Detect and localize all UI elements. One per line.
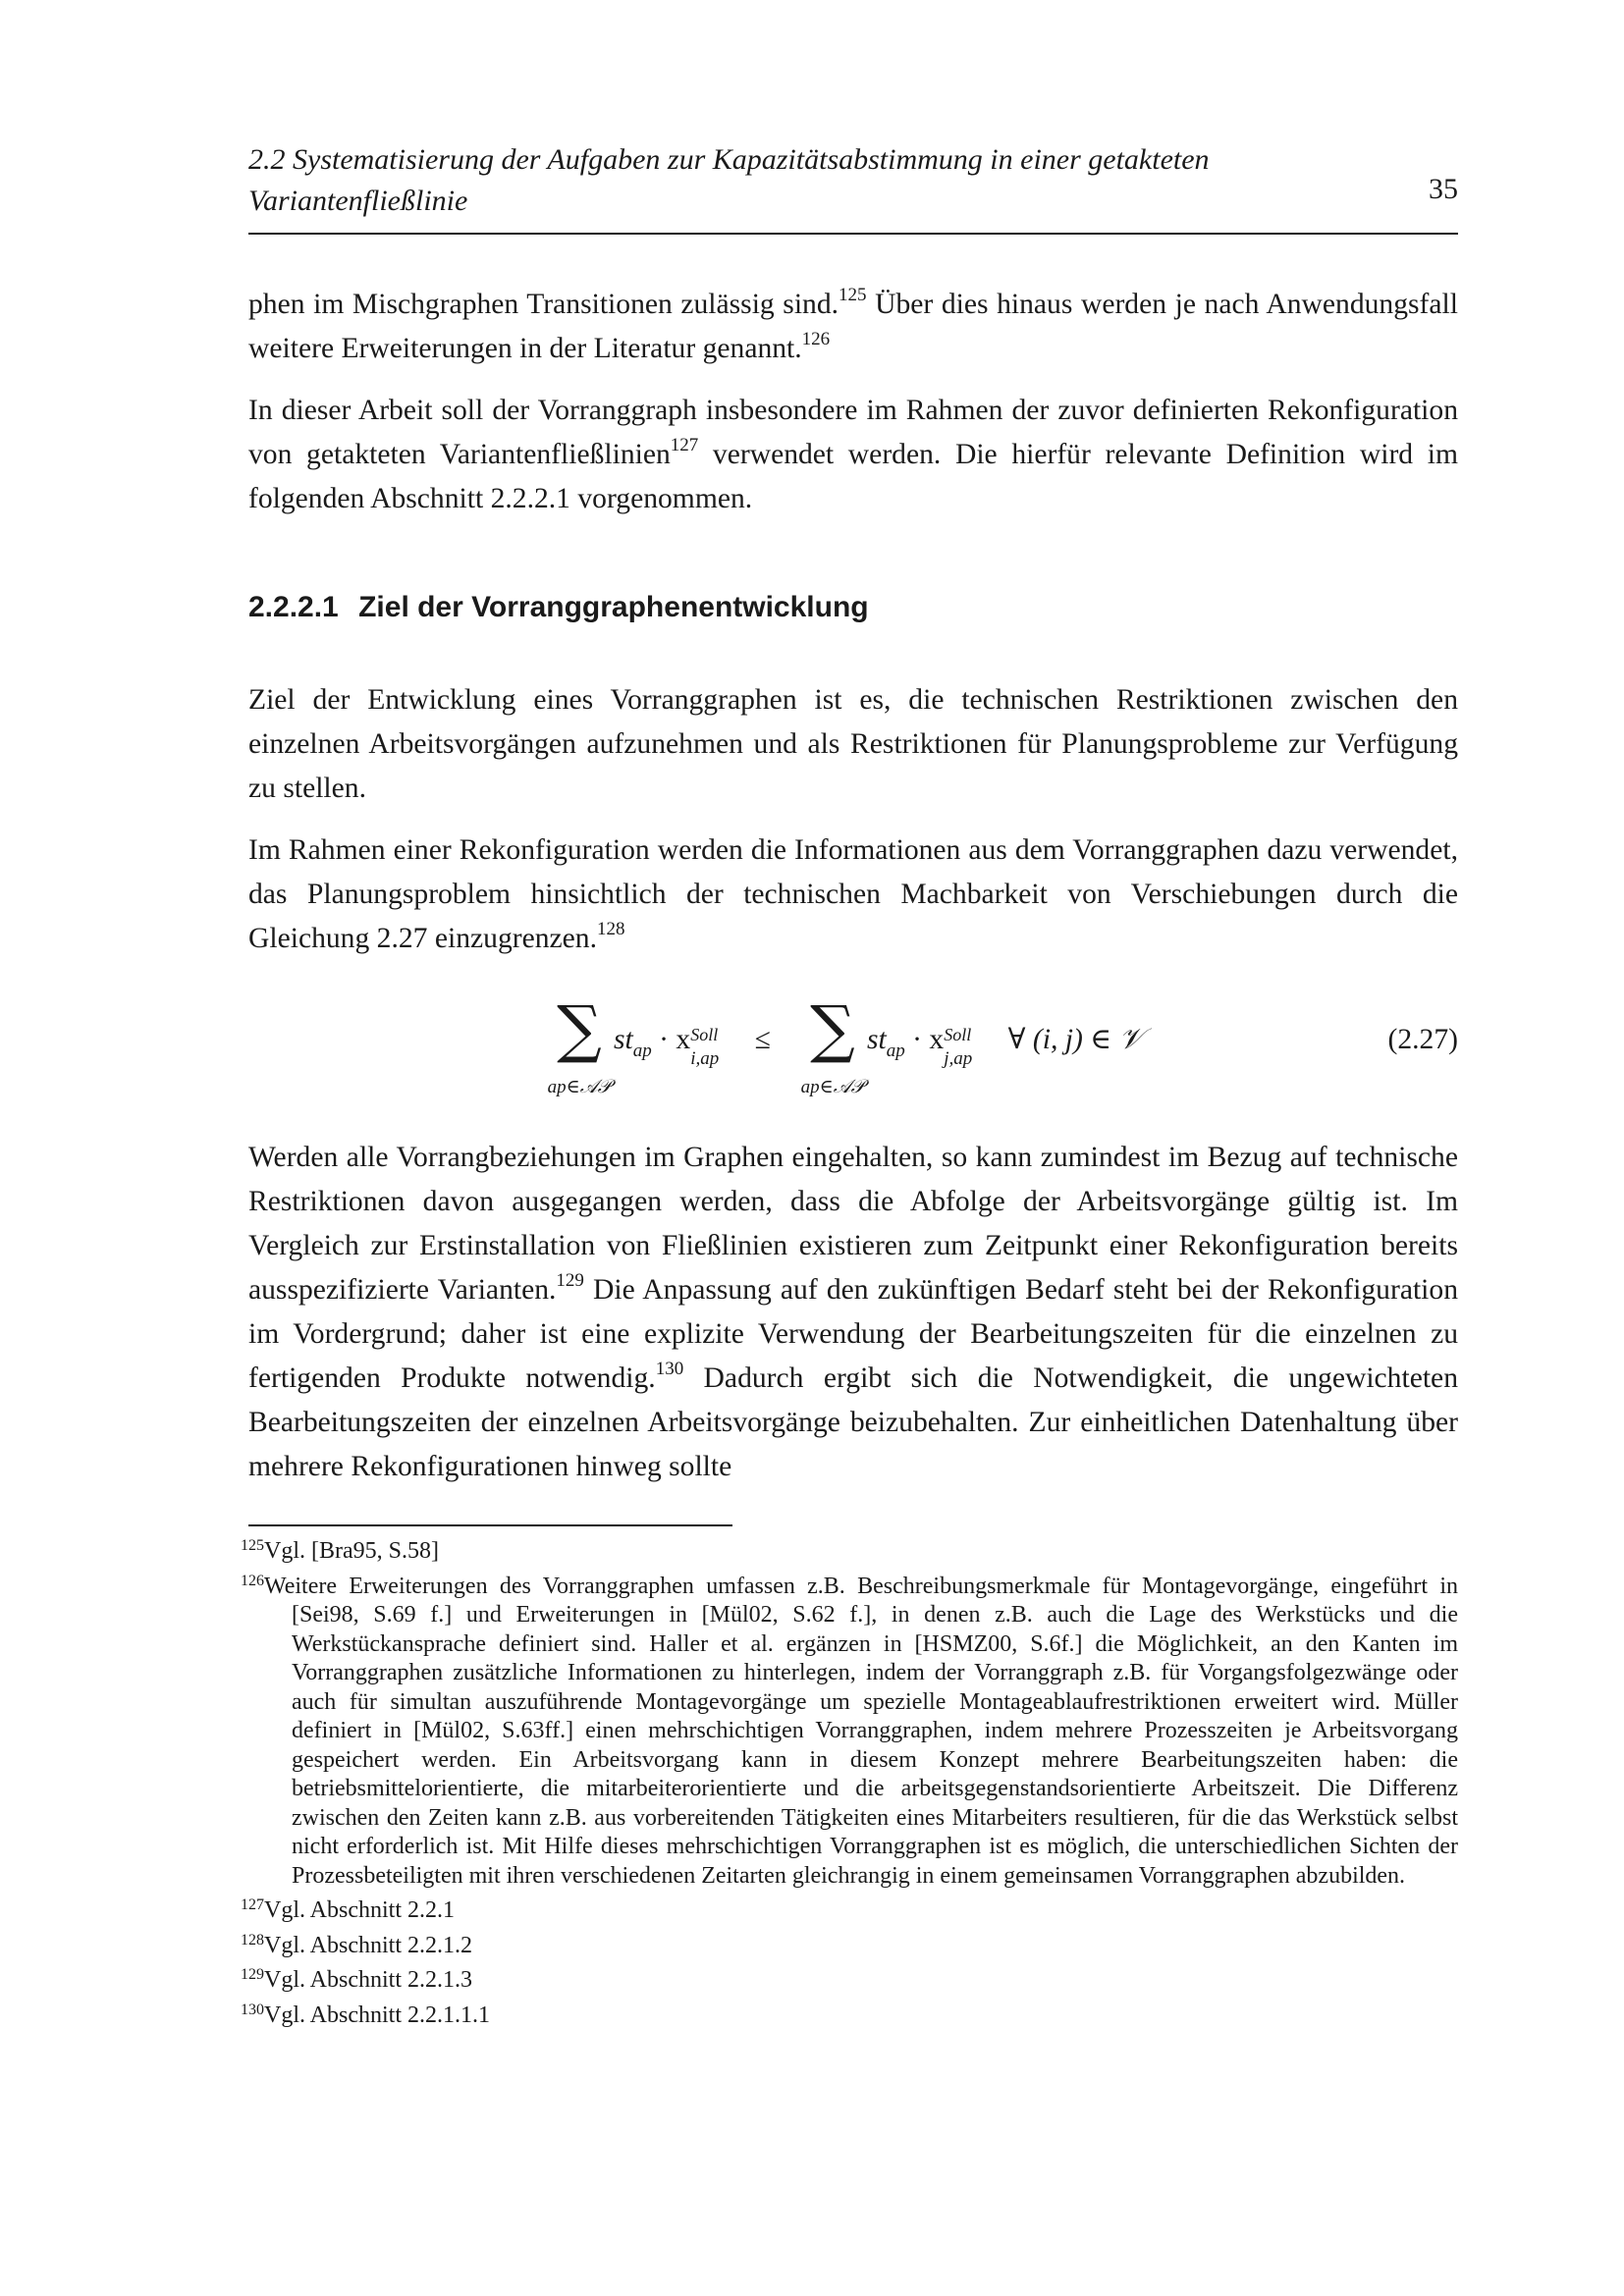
term-indices [944, 1025, 1001, 1070]
footnote-number: 129 [241, 1966, 264, 1983]
sum-subscript: ap∈𝒜𝒫 [800, 1077, 865, 1097]
paragraph-2 [248, 389, 1458, 521]
footnote-text: Vgl. Abschnitt 2.2.1.1.1 [264, 2002, 491, 2028]
footnote-129 [241, 1960, 1458, 1996]
footnote-ref[interactable]: 129 [556, 1270, 584, 1292]
footnote-text: Weitere Erweiterungen des Vorranggraphen umfassen z.B. Beschreibungsmerkmale für Montagevorgänge, eingeführt in [Sei98, S.69 f.] und Erweiterungen in [Mül02, S.62 f.], in denen z.B. auch die Lage des Werkstücks und die Werkstückansprache definiert sind. Haller et al. ergänzen in [HSMZ00, S.6f.] die Möglichkeit, an den Kanten im Vorranggraphen zusätzliche Informationen zu hinterlegen, indem der Vorranggraph z.B. für Vorgangsfolgezwänge oder auch für simultan auszuführende Montagevorgänge um spezielle Montageablaufrestriktionen erweitert wird. Müller definiert in [Mül02, S.63ff.] einen mehrschichtigen Vorranggraphen, indem mehrere Prozesszeiten je Arbeitsvorgang gespeichert werden. Ein Arbeitsvorgang kann in diesem Konzept mehrere Bearbeitungszeiten haben: die betriebsmittelorientierte, die mitarbeiterorientierte und die arbeitsgegenstandsorientierte Arbeitszeit. Die Differenz zwischen den Zeiten kann z.B. aus vorbereitenden Tätigkeiten eines Mitarbeiters resultieren, für die das Werkstück selbst nicht erforderlich ist. Mit Hilfe dieses mehrschichtigen Vorranggraphen ist es möglich, die unterschiedlichen Sichten der Prozessbeteiligten mit ihren verschiedenen Zeitarten gleichrangig in einem gemeinsamen Vorranggraphen abzubilden. [264, 1573, 1458, 1889]
paragraph-text: Im Rahmen einer Rekonfiguration werden die Informationen aus dem Vorranggraphen dazu verwendet, das Planungsproblem hinsichtlich der technischen Machbarkeit von Verschiebungen durch die Gleichung 2.27 einzugrenzen. [248, 834, 1458, 954]
footnote-text: Vgl. [Bra95, S.58] [264, 1538, 439, 1564]
header-rule [248, 233, 1458, 235]
sum-operator-right [788, 993, 877, 1109]
footnote-125 [241, 1531, 1458, 1567]
paragraph-1 [248, 283, 1458, 371]
footnote-text: Vgl. Abschnitt 2.2.1.3 [264, 1967, 473, 1993]
footnote-ref[interactable]: 128 [597, 919, 625, 940]
footnote-rule [248, 1524, 732, 1526]
footnote-128 [241, 1926, 1458, 1961]
rhs-term [867, 1018, 1143, 1073]
sigma-symbol: ∑ [810, 993, 855, 1066]
footnote-number: 130 [241, 2001, 264, 2018]
footnote-ref[interactable]: 130 [655, 1359, 684, 1380]
term-subscript: ap [632, 1041, 652, 1061]
equation-number: (2.27) [1387, 1024, 1458, 1055]
footnote-ref[interactable]: 125 [839, 285, 867, 306]
sum-operator-left [535, 993, 623, 1109]
paragraph-5 [248, 1136, 1458, 1489]
footnote-number: 125 [241, 1537, 264, 1554]
paragraph-text: In dieser Arbeit soll der Vorranggraph insbesondere im Rahmen der zuvor definierten Rekonfiguration von getakteten Variantenfließlinien [248, 395, 1458, 470]
paragraph-text: Die Anpassung auf den zukünftigen Bedarf steht bei der Rekonfiguration im Vordergrund; daher ist eine explizite Verwendung der Bearbeitungszeiten für die einzelnen zu fertigenden Produkte notwendig. [248, 1274, 1458, 1394]
footnote-127 [241, 1891, 1458, 1926]
footnote-number: 126 [241, 1572, 264, 1589]
page-number: 35 [1429, 173, 1458, 205]
term-indices [690, 1025, 747, 1070]
term-subscript: ap [886, 1041, 905, 1061]
term-dot: · x [904, 1024, 945, 1055]
paragraph-text: Werden alle Vorrangbeziehungen im Graphen eingehalten, so kann zumindest im Bezug auf technische Restriktionen davon ausgegangen werden, dass die Abfolge der Arbeitsvorgänge gültig ist. Im Vergleich zur Erstinstallation von Fließlinien existieren zum Zeitpunkt einer Rekonfiguration bereits ausspezifizierte Varianten. [248, 1142, 1458, 1306]
term-superscript: Soll [944, 1025, 972, 1045]
footnote-number: 127 [241, 1896, 264, 1913]
sigma-symbol: ∑ [557, 993, 602, 1066]
term-superscript: Soll [690, 1025, 719, 1045]
paragraph-text: verwendet werden. Die hierfür relevante Definition wird im folgenden Abschnitt 2.2.2.1 vorgenommen. [248, 439, 1458, 514]
footnote-text: Vgl. Abschnitt 2.2.1.2 [264, 1932, 473, 1958]
footnote-number: 128 [241, 1931, 264, 1949]
term-index: i,ap [690, 1048, 720, 1070]
footnote-130 [241, 1996, 1458, 2031]
paragraph-3: Ziel der Entwicklung eines Vorranggraphen ist es, die technischen Restriktionen zwischen den einzelnen Arbeitsvorgängen aufzunehmen und als Restriktionen für Planungsprobleme zur Verfügung zu stellen. [248, 684, 1458, 804]
section-title: Ziel der Vorranggraphenentwicklung [358, 591, 869, 623]
term-base: st [867, 1024, 887, 1055]
paragraph-text: phen im Mischgraphen Transitionen zulässig sind. [248, 289, 839, 320]
term-base: st [614, 1024, 633, 1055]
equation-quantifier: ∀ (i, j) ∈ 𝒱 [1007, 1024, 1144, 1055]
running-head-title: 2.2 Systematisierung der Aufgaben zur Kapazitätsabstimmung in einer getakteten Variantenfließlinie [248, 143, 1210, 217]
section-number: 2.2.2.1 [248, 591, 339, 623]
footnote-ref[interactable]: 126 [801, 329, 831, 350]
paragraph-4 [248, 828, 1458, 961]
equation-body [535, 993, 1222, 1106]
footnote-ref[interactable]: 127 [670, 435, 699, 456]
lhs-term [614, 1018, 771, 1073]
footnote-text: Vgl. Abschnitt 2.2.1 [264, 1897, 456, 1923]
leq-symbol: ≤ [754, 1024, 771, 1055]
footnote-126 [241, 1567, 1458, 1892]
paragraph-text: Dadurch ergibt sich die Notwendigkeit, die ungewichteten Bearbeitungszeiten der einzelnen Arbeitsvorgänge beizubehalten. Zur einheitlichen Datenhaltung über mehrere Rekonfigurationen hinweg sollte [248, 1362, 1458, 1482]
footnotes [241, 1531, 1458, 2030]
equation-2-27 [248, 993, 1458, 1106]
section-heading [248, 590, 1458, 625]
paragraph-text: Über dies hinaus werden je nach Anwendungsfall weitere Erweiterungen in der Literatur genannt. [248, 289, 1458, 364]
sum-subscript: ap∈𝒜𝒫 [547, 1077, 612, 1097]
term-index: j,ap [944, 1048, 973, 1070]
main-text [248, 283, 1458, 1489]
running-head [248, 139, 1458, 222]
term-dot: · x [651, 1024, 691, 1055]
